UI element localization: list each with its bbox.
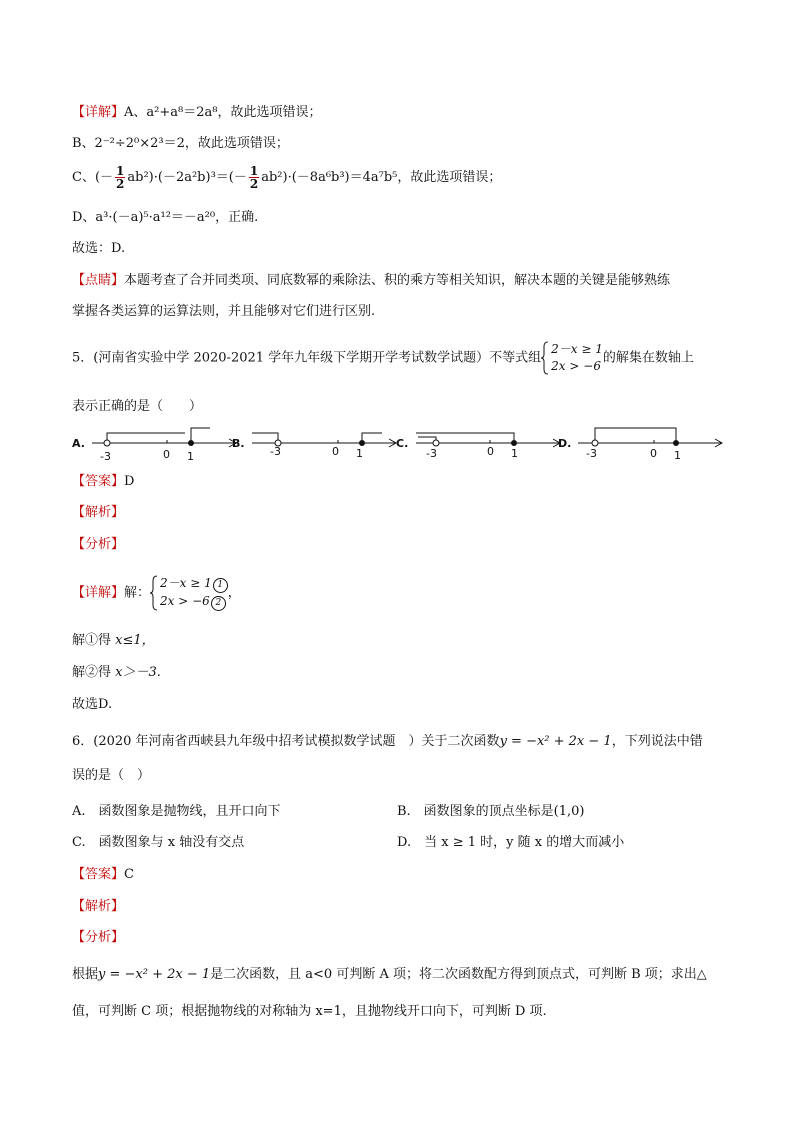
- circled-number-2: 2: [211, 596, 226, 611]
- q6-stem-line2: [72, 767, 150, 785]
- q5-fenxi: [72, 536, 124, 554]
- sys-row-1: [160, 575, 228, 593]
- q5-sol1: [72, 632, 155, 650]
- q6-option-c-text: C. 函数图象与 x 轴没有交点: [72, 835, 245, 850]
- tick-label: -3: [100, 450, 111, 463]
- q4-c-pre: C、(－: [72, 170, 114, 185]
- tick-label: -3: [270, 445, 281, 458]
- sol2-value: x＞－3.: [115, 665, 161, 680]
- option-letter: A.: [72, 437, 85, 450]
- detail-tag: 【详解】: [72, 105, 125, 120]
- q6-stem-post: ，下列说法中错: [611, 734, 703, 749]
- tick-label: -3: [586, 447, 597, 460]
- choose-text: 故选D.: [72, 697, 113, 712]
- answer-tag: 【答案】: [72, 474, 125, 489]
- q6-option-a-text: A. 函数图象是抛物线，且开口向下: [72, 804, 281, 819]
- q5-detail: [72, 575, 241, 611]
- q5-analysis: [72, 504, 124, 522]
- fenxi-1-post: 是二次函数，且 a<0 可判断 A 项；将二次函数配方得到顶点式，可判断 B 项；求出△: [210, 967, 707, 982]
- option-letter: B.: [232, 437, 245, 450]
- tick-label: -3: [426, 447, 437, 460]
- answer-value: D: [124, 474, 135, 489]
- comment-text-2: 掌握各类运算的运算法则，并且能够对它们进行区别.: [72, 304, 376, 319]
- q5-stem-text-2: 表示正确的是（ ）: [72, 399, 203, 414]
- fenxi-tag: 【分析】: [72, 930, 125, 945]
- sys-row-2: [160, 593, 228, 611]
- q6-fenxi-2: [72, 1003, 547, 1021]
- detail-tag: 【详解】: [72, 585, 125, 601]
- tick-label: 1: [187, 450, 194, 463]
- q4-option-d-text: D、a³·(－a)⁵·a¹²＝－a²⁰，正确.: [72, 210, 259, 225]
- q6-option-d[interactable]: [397, 834, 624, 852]
- q6-analysis: [72, 898, 124, 916]
- tick-label: 0: [163, 448, 170, 461]
- q5-stem-post: 的解集在数轴上: [602, 350, 694, 366]
- option-letter: D.: [558, 437, 572, 450]
- q4-detail-d: [72, 209, 258, 227]
- q5-stem-line2: [72, 398, 202, 416]
- q4-comment-1: [72, 272, 670, 290]
- detail-pre: 解：: [124, 585, 151, 601]
- fraction-numerator: 1: [116, 164, 125, 178]
- tick-label: 1: [511, 447, 518, 460]
- sys-row-2-text: 2x > −6: [160, 594, 210, 608]
- q6-option-a[interactable]: [72, 803, 281, 821]
- q6-option-b-text: B. 函数图象的顶点坐标是(1,0): [397, 804, 585, 819]
- sol1-value: x≤1，: [115, 633, 155, 648]
- fenxi-1-pre: 根据: [72, 967, 99, 982]
- detail-post: ，: [227, 585, 241, 601]
- comment-tag: 【点睛】: [72, 273, 125, 288]
- q6-option-c[interactable]: [72, 834, 244, 852]
- q6-option-b[interactable]: [397, 803, 585, 821]
- q5-choose: [72, 696, 112, 714]
- tick-label: 0: [650, 447, 657, 460]
- q6-answer: [72, 866, 134, 884]
- option-letter: C.: [396, 437, 409, 450]
- fraction-numerator: 1: [249, 164, 259, 178]
- q4-detail-c: [72, 165, 501, 190]
- fraction-half: [115, 165, 125, 190]
- q6-option-d-text: D. 当 x ≥ 1 时，y 随 x 的增大而减小: [397, 835, 625, 850]
- q5-sol2: [72, 664, 161, 682]
- sys-row-1-text: 2－x ≥ 1: [160, 576, 212, 590]
- q4-c-mid2: ab²)·(－8a⁶b³)＝4a⁷b⁵，故此选项错误；: [261, 170, 502, 185]
- inequality-system-detail: [150, 575, 228, 611]
- q6-fenxi-1: [72, 966, 707, 984]
- q6-function: y = −x² + 2x − 1: [499, 734, 612, 749]
- inequality-system: [541, 341, 603, 375]
- tick-label: 1: [674, 449, 681, 462]
- fraction-denominator: 2: [249, 177, 259, 191]
- tick-label: 0: [487, 445, 494, 458]
- q4-c-mid1: ab²)·(－2a²b)³＝(－: [127, 170, 247, 185]
- q4-choose: [72, 240, 125, 258]
- analysis-tag: 【解析】: [72, 505, 125, 520]
- q6-stem-pre: 6．(2020 年河南省西峡县九年级中招考试模拟数学试题 ）关于二次函数: [72, 734, 500, 749]
- q6-fenxi: [72, 929, 124, 947]
- answer-value: C: [124, 867, 134, 882]
- q6-stem-text-2: 误的是（ ）: [72, 768, 151, 783]
- q5-answer: [72, 473, 134, 491]
- fenxi-2-text: 值，可判断 C 项；根据抛物线的对称轴为 x=1，且抛物线开口向下，可判断 D 项.: [72, 1004, 547, 1019]
- tick-label: 1: [356, 447, 363, 460]
- sol1-pre: 解①得: [72, 633, 116, 648]
- sys-row-1: 2－x ≥ 1: [551, 342, 603, 356]
- fraction-denominator: 2: [116, 177, 125, 191]
- comment-text-1: 本题考查了合并同类项、同底数幂的乘除法、积的乘方等相关知识，解决本题的关键是能够熟练: [124, 273, 671, 288]
- answer-tag: 【答案】: [72, 867, 125, 882]
- sys-row-2: 2x > −6: [551, 359, 601, 373]
- q5-stem-line1: [72, 341, 694, 375]
- fenxi-tag: 【分析】: [72, 537, 125, 552]
- fenxi-1-func: y = −x² + 2x − 1: [98, 967, 211, 982]
- q4-comment-2: [72, 303, 375, 321]
- q4-option-a-text: A、a²+a⁸＝2a⁸，故此选项错误；: [124, 105, 322, 120]
- q6-stem-line1: [72, 733, 703, 751]
- q4-detail-a: [72, 104, 321, 122]
- left-brace-icon: [150, 575, 158, 611]
- circled-number-1: 1: [213, 578, 228, 593]
- fraction-half-2: [249, 165, 259, 190]
- q4-detail-b: [72, 135, 289, 153]
- tick-label: 0: [332, 445, 339, 458]
- choose-text: 故选：D.: [72, 241, 126, 256]
- q4-option-b-text: B、2⁻²÷2⁰×2³＝2，故此选项错误；: [72, 136, 289, 151]
- q5-stem-pre: 5．(河南省实验中学 2020-2021 学年九年级下学期开学考试数学试题）不等式组: [72, 350, 542, 366]
- sol2-pre: 解②得: [72, 665, 116, 680]
- analysis-tag: 【解析】: [72, 899, 125, 914]
- left-brace-icon: [541, 341, 549, 375]
